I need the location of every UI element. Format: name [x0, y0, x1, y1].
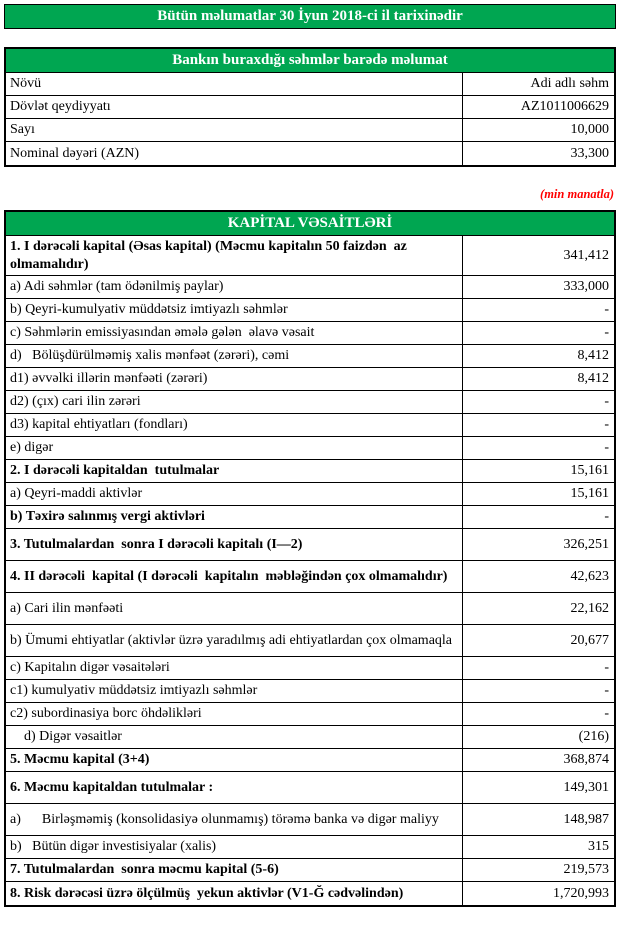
- row-value: 341,412: [462, 236, 614, 275]
- row-label: Nominal dəyəri (AZN): [10, 145, 140, 161]
- row-value: 333,000: [462, 276, 614, 298]
- row-value: 219,573: [462, 859, 614, 881]
- row-label: d1) əvvəlki illərin mənfəəti (zərəri): [10, 371, 208, 387]
- table-row: [6, 322, 614, 345]
- row-value: -: [462, 680, 614, 702]
- row-value: -: [462, 391, 614, 413]
- row-label: 7. Tutulmalardan sonra məcmu kapital (5-6): [10, 862, 279, 878]
- row-label: b) Bütün digər investisiyalar (xalis): [10, 839, 217, 855]
- table-row: [6, 414, 614, 437]
- row-value: -: [462, 322, 614, 344]
- row-label: Dövlət qeydiyyatı: [10, 99, 111, 115]
- table-row: [6, 529, 614, 561]
- row-value: -: [462, 299, 614, 321]
- table-row: [6, 368, 614, 391]
- date-banner: [4, 4, 616, 29]
- row-value: -: [462, 703, 614, 725]
- shares-info-table: [4, 47, 616, 167]
- row-value: -: [462, 657, 614, 679]
- table-row: [6, 772, 614, 804]
- row-label: b) Ümumi ehtiyatlar (aktivlər üzrə yaradılmış adi ehtiyatlardan çox olmamaqla: [10, 632, 453, 648]
- row-value: 315: [462, 836, 614, 858]
- table-row: [6, 657, 614, 680]
- row-value: 42,623: [462, 561, 614, 592]
- row-value: Adi adlı səhm: [462, 73, 614, 95]
- row-value: 33,300: [462, 142, 614, 165]
- row-label: a) Qeyri-maddi aktivlər: [10, 486, 143, 502]
- row-value: 8,412: [462, 345, 614, 367]
- row-value: 22,162: [462, 593, 614, 624]
- row-label: d) Digər vəsaitlər: [10, 729, 122, 745]
- row-label: b) Təxirə salınmış vergi aktivləri: [10, 509, 205, 525]
- row-value: 8,412: [462, 368, 614, 390]
- units-note: (min manatla): [540, 187, 614, 201]
- row-label: 1. I dərəcəli kapital (Əsas kapital) (Məcmu kapitalın 50 faizdən az olmamalıdır): [10, 239, 411, 272]
- row-value: 1,720,993: [462, 882, 614, 905]
- row-value: -: [462, 414, 614, 436]
- capital-table-body: [6, 236, 614, 905]
- row-label: d3) kapital ehtiyatları (fondları): [10, 417, 188, 433]
- row-label: c2) subordinasiya borc öhdəlikləri: [10, 706, 202, 722]
- table-row: [6, 73, 614, 96]
- row-label: 3. Tutulmalardan sonra I dərəcəli kapitalı (I—2): [10, 536, 303, 552]
- table-row: [6, 859, 614, 882]
- row-label: 2. I dərəcəli kapitaldan tutulmalar: [10, 463, 220, 479]
- row-value: 10,000: [462, 119, 614, 141]
- shares-table-title: Bankın buraxdığı səhmlər barədə məlumat: [6, 49, 614, 73]
- capital-funds-table: [4, 210, 616, 907]
- table-row: [6, 460, 614, 483]
- table-row: [6, 236, 614, 276]
- shares-table-body: [6, 73, 614, 165]
- table-row: [6, 142, 614, 165]
- table-row: [6, 506, 614, 529]
- row-label: a) Adi səhmlər (tam ödənilmiş paylar): [10, 279, 224, 295]
- table-row: [6, 345, 614, 368]
- row-value: -: [462, 506, 614, 528]
- table-row: [6, 483, 614, 506]
- row-label: Sayı: [10, 122, 35, 138]
- row-label: e) digər: [10, 440, 54, 456]
- row-label: c) Kapitalın digər vəsaitələri: [10, 660, 170, 676]
- row-label: c) Səhmlərin emissiyasından əmələ gələn əlavə vəsait: [10, 325, 315, 341]
- row-value: 20,677: [462, 625, 614, 656]
- table-row: [6, 119, 614, 142]
- table-row: [6, 804, 614, 836]
- row-label: 6. Məcmu kapitaldan tutulmalar :: [10, 779, 214, 795]
- row-value: -: [462, 437, 614, 459]
- row-label: d) Bölüşdürülməmiş xalis mənfəət (zərəri), cəmi: [10, 348, 290, 364]
- row-value: 149,301: [462, 772, 614, 803]
- row-label: Növü: [10, 76, 42, 92]
- table-row: [6, 882, 614, 905]
- row-value: 148,987: [462, 804, 614, 835]
- row-label: 8. Risk dərəcəsi üzrə ölçülmüş yekun aktivlər (V1-Ğ cədvəlindən): [10, 885, 404, 901]
- table-row: [6, 391, 614, 414]
- table-row: [6, 836, 614, 859]
- date-banner-text: Bütün məlumatlar 30 İyun 2018-ci il tarixinədir: [157, 8, 463, 24]
- table-row: [6, 96, 614, 119]
- row-value: 326,251: [462, 529, 614, 560]
- table-row: [6, 437, 614, 460]
- table-row: [6, 593, 614, 625]
- row-label: 4. II dərəcəli kapital (I dərəcəli kapitalın məbləğindən çox olmamalıdır): [10, 568, 448, 584]
- table-row: [6, 561, 614, 593]
- table-row: [6, 726, 614, 749]
- table-row: [6, 680, 614, 703]
- capital-table-title: KAPİTAL VƏSAİTLƏRİ: [6, 212, 614, 236]
- row-value: (216): [462, 726, 614, 748]
- table-row: [6, 749, 614, 772]
- row-value: AZ1011006629: [462, 96, 614, 118]
- row-label: d2) (çıx) cari ilin zərəri: [10, 394, 141, 410]
- row-label: 5. Məcmu kapital (3+4): [10, 752, 150, 768]
- row-value: 15,161: [462, 460, 614, 482]
- row-label: a) Birləşməmiş (konsolidasiyə olunmamış) törəmə banka və digər maliyy: [10, 811, 439, 827]
- table-row: [6, 625, 614, 657]
- row-label: a) Cari ilin mənfəəti: [10, 600, 124, 616]
- table-row: [6, 299, 614, 322]
- row-value: 368,874: [462, 749, 614, 771]
- row-label: b) Qeyri-kumulyativ müddətsiz imtiyazlı səhmlər: [10, 302, 288, 318]
- table-row: [6, 703, 614, 726]
- table-row: [6, 276, 614, 299]
- row-value: 15,161: [462, 483, 614, 505]
- row-label: c1) kumulyativ müddətsiz imtiyazlı səhmlər: [10, 683, 258, 699]
